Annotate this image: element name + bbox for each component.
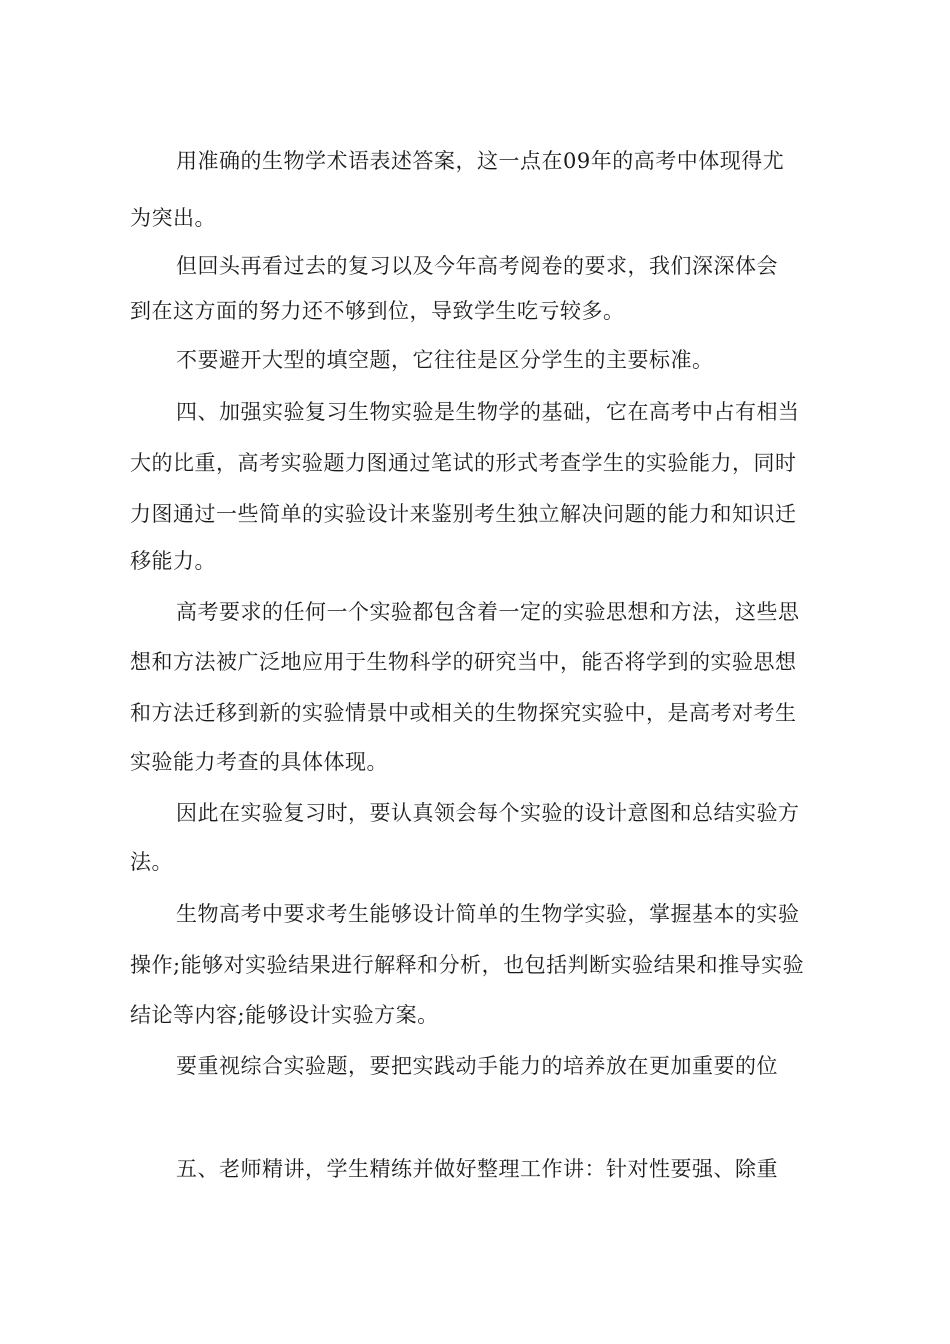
text-line: 不要避开大型的填空题，它往往是区分学生的主要标准。 — [176, 348, 714, 372]
text-line: 因此在实验复习时，要认真领会每个实验的设计意图和总结实验方 — [176, 801, 800, 825]
text-line: 大的比重，高考实验题力图通过笔试的形式考查学生的实验能力，同时 — [130, 451, 797, 475]
text-line: 操作;能够对实验结果进行解释和分析，也包括判断实验结果和推导实验 — [130, 953, 805, 977]
text-line: 想和方法被广泛地应用于生物科学的研究当中，能否将学到的实验思想 — [130, 650, 797, 674]
text-line: 到在这方面的努力还不够到位，导致学生吃亏较多。 — [130, 299, 625, 323]
text-line: 为突出。 — [130, 206, 216, 230]
text-line: 高考要求的任何一个实验都包含着一定的实验思想和方法，这些思 — [176, 600, 800, 624]
text-line: 用准确的生物学术语表述答案，这一点在09年的高考中体现得尤 — [176, 149, 785, 173]
text-line: 要重视综合实验题，要把实践动手能力的培养放在更加重要的位 — [176, 1054, 778, 1078]
text-line: 力图通过一些简单的实验设计来鉴别考生独立解决问题的能力和知识迁 — [130, 502, 797, 526]
text-line: 但回头再看过去的复习以及今年高考阅卷的要求，我们深深体会 — [176, 254, 778, 278]
text-line: 五、老师精讲，学生精练并做好整理工作讲：针对性要强、除重 — [176, 1157, 778, 1181]
text-line: 和方法迁移到新的实验情景中或相关的生物探究实验中，是高考对考生 — [130, 701, 797, 725]
text-line: 结论等内容;能够设计实验方案。 — [130, 1003, 439, 1027]
text-line: 四、加强实验复习生物实验是生物学的基础，它在高考中占有相当 — [176, 400, 800, 424]
text-line: 移能力。 — [130, 549, 216, 573]
text-line: 法。 — [130, 850, 173, 874]
text-line: 生物高考中要求考生能够设计简单的生物学实验，掌握基本的实验 — [176, 902, 800, 926]
text-line: 实验能力考查的具体体现。 — [130, 750, 388, 774]
